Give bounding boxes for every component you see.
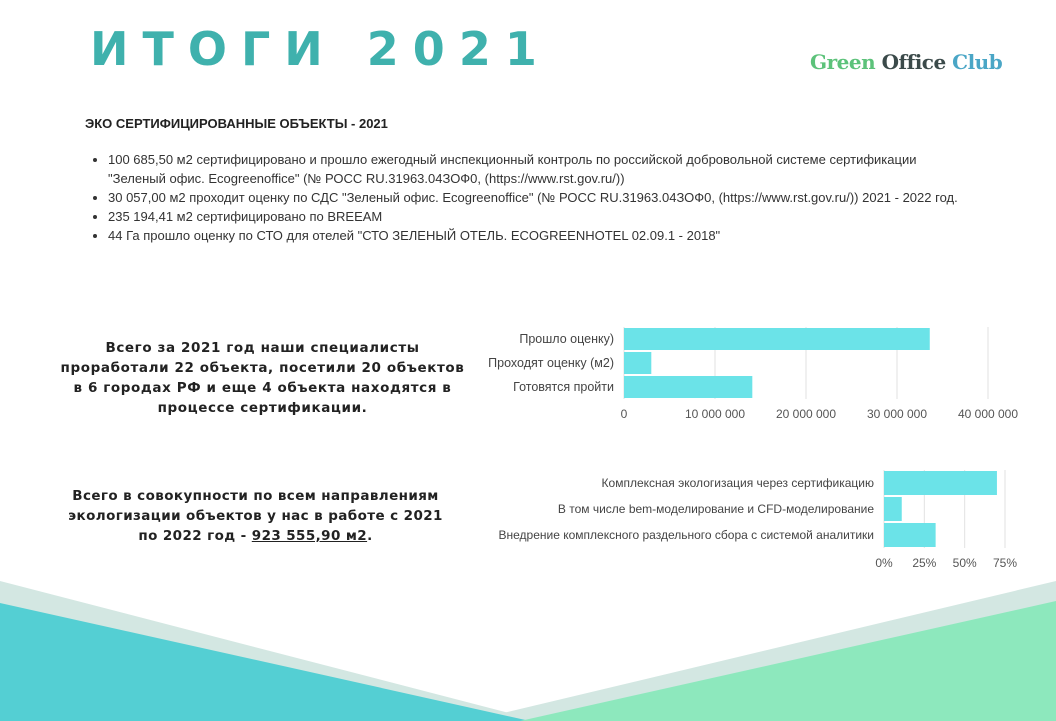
category-label: Внедрение комплексного раздельного сбора с системой аналитики	[498, 528, 874, 542]
tick-label: 50%	[952, 556, 977, 570]
category-label: Готовятся пройти	[513, 380, 614, 394]
tick-label: 20 000 000	[775, 407, 837, 421]
section-title: ЭКО СЕРТИФИЦИРОВАННЫЕ ОБЪЕКТЫ - 2021	[85, 116, 388, 131]
tick-label: 40 000 000	[957, 407, 1019, 421]
tick-label: 10 000 000	[684, 407, 746, 421]
tick-label: 75%	[992, 556, 1018, 570]
logo-word-green: Green	[810, 50, 876, 74]
tick-label: 0%	[875, 556, 893, 570]
logo-word-club: Club	[945, 50, 1003, 74]
bar	[884, 471, 997, 495]
bar	[884, 523, 936, 547]
category-label: Прошло оценку)	[519, 332, 614, 346]
summary-specialists: Всего за 2021 год наши специалисты проработали 22 объекта, посетили 20 объектов в 6 городах РФ и еще 4 объекта находятся в процессе сертификации.	[60, 340, 465, 416]
summary-total-value: 923 555,90 м2	[251, 528, 368, 544]
category-label: Проходят оценку (м2)	[488, 356, 614, 370]
tick-label: 0	[620, 407, 628, 421]
bar	[624, 376, 752, 398]
page-title: ИТОГИ 2021	[90, 22, 551, 76]
list-item: • 30 057,00 м2 проходит оценку по СДС "Зеленый офис. Ecogreenoffice" (№ РОСС RU.31963.04ЗОФ0, (https://www.rst.gov.ru/)) 2021 - 2022 год.	[108, 188, 968, 207]
tick-label: 25%	[912, 556, 937, 570]
logo-word-office: Office	[875, 50, 946, 74]
category-label: Комплексная экологизация через сертификацию	[601, 476, 874, 490]
list-item: • 44 Га прошло оценку по СТО для отелей "СТО ЗЕЛЕНЫЙ ОТЕЛЬ. ECOGREENHOTEL 02.09.1 - 2018"	[108, 226, 968, 245]
tick-label: 30 000 000	[866, 407, 928, 421]
summary-total-text: Всего в совокупности по всем направлениям экологизации объектов у нас в работе с 2021 по 2022 год -	[68, 488, 443, 544]
bar	[884, 497, 902, 521]
list-item: • 100 685,50 м2 сертифицировано и прошло ежегодный инспекционный контроль по российской добровольной системе сертификации "Зеленый офис. Ecogreenoffice" (№ РОСС RU.31963.04ЗОФ0, (https://www.rst.gov.ru/))	[108, 150, 968, 188]
bar	[624, 352, 651, 374]
decorative-wave	[0, 581, 1056, 721]
summary-total-end: .	[367, 528, 373, 544]
list-item: • 235 194,41 м2 сертифицировано по BREEAM	[108, 207, 968, 226]
bar	[624, 328, 930, 350]
category-label: В том числе bem-моделирование и CFD-моделирование	[557, 502, 874, 516]
